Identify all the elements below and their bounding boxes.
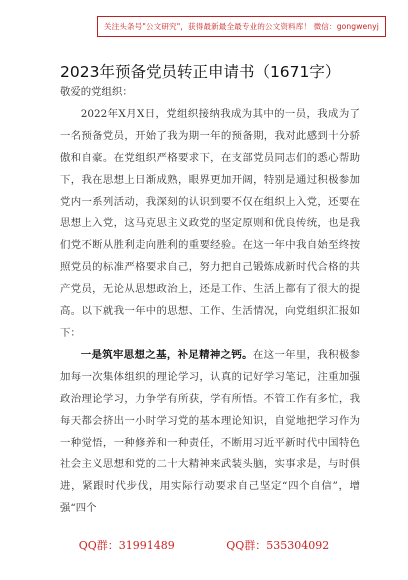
footer-qq-groups: QQ群：31991489 QQ群：535304092 [78, 539, 330, 552]
paragraph-2 [60, 345, 360, 520]
paragraph-1: 2022年X月X日，党组织接纳我成为其中的一员，我成为了一名预备党员，开始了我为期一年的预备期，我对此感到十分骄傲和自豪。在党组织严格要求下，在支部党员同志们的悉心帮助下，我在思想上日渐成熟，眼界更加开阔，特别是通过积极参加党内一系列活动，我深刻的认识到要不仅在组织上入党，还要在思想上入党，这马克思主义政党的坚定原则和优良传统，也是我们党不断从胜利走向胜利的重要经验。在这一年中我自始至终按照党员的标准严格要求自己，努力把自己锻炼成新时代合格的共产党员，无论从思想政治上，还是工作、生活上都有了很大的提高。以下就我一年中的思想、工作、生活情况，向党组织汇报如下： [60, 107, 360, 339]
page-title: 2023年预备党员转正申请书（1671字） [60, 63, 341, 81]
document-body [60, 82, 360, 520]
paragraph-2-text: 在这一年里，我积极参加每一次集体组织的理论学习，认真的记好学习笔记，注重加强政治理论学习，力争学有所获，学有所悟。不管工作有多忙，我每天都会挤出一小时学习党的基本理论知识，自觉地把学习作为一种觉悟，一种修养和一种责任，不断用习近平新时代中国特色社会主义思想和党的二十大精神来武装头脑，实事求是，与时俱进，紧跟时代步伐，用实际行动要求自己坚定“四个自信”，增强“四个 [60, 348, 361, 515]
header-banner: 关注头条号"公文研究"，获得最新最全最专业的公文资料库！ 微信：gongwenyj [97, 16, 386, 37]
salutation: 敬爱的党组织： [60, 86, 133, 98]
paragraph-2-heading: 一是筑牢思想之基，补足精神之钙。 [80, 348, 253, 361]
